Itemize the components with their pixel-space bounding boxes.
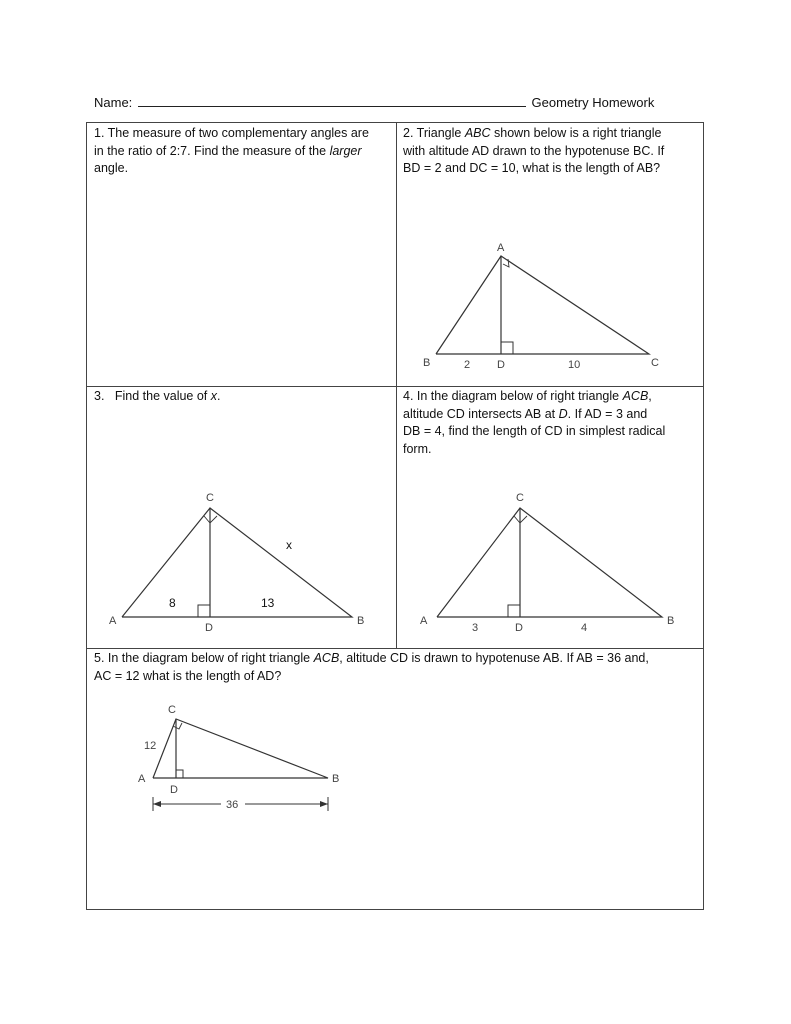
- vertex-label-a: A: [420, 615, 428, 627]
- problem-3-line-1: 3. Find the value of x.: [94, 389, 221, 403]
- problem-2: [403, 125, 699, 178]
- problem-4-line-3: DB = 4, find the length of CD in simplest radical: [403, 424, 666, 438]
- dimension-arrow-right: [320, 801, 328, 807]
- problem-5: [94, 650, 699, 685]
- right-angle-mark-d: [501, 342, 513, 354]
- vertex-label-b: B: [332, 773, 340, 785]
- problem-3: [94, 388, 394, 406]
- problem-1-line-3: angle.: [94, 161, 129, 175]
- vertex-label-b: B: [357, 615, 365, 627]
- problem-5-line-1: 5. In the diagram below of right triangle ACB, altitude CD is drawn to hypotenuse AB. If AB = 36 and,: [94, 651, 649, 665]
- vertex-label-a: A: [497, 242, 505, 254]
- vertex-label-a: A: [138, 773, 146, 785]
- dimension-arrow-left: [153, 801, 161, 807]
- vertex-label-c: C: [516, 492, 524, 504]
- problem-4-line-4: form.: [403, 441, 432, 456]
- problem-1-line-2: in the ratio of 2:7. Find the measure of the larger: [94, 143, 362, 158]
- segment-label-db: 4: [581, 622, 588, 634]
- grid-divider-horizontal-1: [87, 386, 703, 387]
- segment-label-dc: 10: [568, 359, 581, 371]
- right-angle-mark-d: [176, 770, 183, 778]
- right-angle-mark-d: [198, 605, 210, 617]
- vertex-label-d: D: [515, 622, 523, 634]
- vertex-label-c: C: [651, 357, 659, 369]
- vertex-label-d: D: [170, 784, 178, 796]
- vertex-label-c: C: [206, 492, 214, 504]
- problem-4-line-2: altitude CD intersects AB at D. If AD = 3 and: [403, 406, 648, 421]
- vertex-label-a: A: [109, 615, 117, 627]
- problem-4: [403, 388, 699, 458]
- segment-label-db: 13: [261, 596, 275, 610]
- problem-5-triangle-diagram: [135, 701, 355, 821]
- triangle-acb: [122, 508, 352, 617]
- problem-4-triangle-diagram: [417, 488, 687, 636]
- vertex-label-d: D: [205, 622, 213, 634]
- problem-2-line-3: BD = 2 and DC = 10, what is the length of AB?: [403, 161, 661, 175]
- grid-divider-vertical-mid: [396, 387, 397, 649]
- right-angle-mark-d: [508, 605, 520, 617]
- page-header: [94, 93, 654, 110]
- dimension-label-ab: 36: [226, 799, 239, 811]
- vertex-label-b: B: [667, 615, 675, 627]
- segment-label-ad: 3: [472, 622, 479, 634]
- grid-divider-vertical-top: [396, 123, 397, 387]
- problem-1-line-1: 1. The measure of two complementary angles are: [94, 126, 369, 140]
- side-label-ac: 12: [144, 740, 157, 752]
- vertex-label-d: D: [497, 359, 505, 371]
- problem-4-line-1: 4. In the diagram below of right triangle ACB,: [403, 389, 652, 403]
- triangle-acb: [437, 508, 662, 617]
- name-label: Name:: [94, 95, 133, 110]
- worksheet-title: Geometry Homework: [531, 95, 655, 110]
- problem-2-triangle-diagram: [417, 239, 657, 374]
- problem-grid: [86, 122, 704, 910]
- vertex-label-c: C: [168, 704, 176, 716]
- problem-2-line-1: 2. Triangle ABC shown below is a right triangle: [403, 126, 662, 140]
- grid-divider-horizontal-2: [87, 648, 703, 649]
- right-angle-mark-a: [503, 259, 509, 267]
- problem-3-triangle-diagram: [107, 488, 377, 636]
- problem-5-line-2: AC = 12 what is the length of AD?: [94, 668, 282, 683]
- side-label-x: x: [286, 538, 292, 552]
- name-blank-line[interactable]: [138, 93, 526, 107]
- vertex-label-b: B: [423, 357, 431, 369]
- problem-2-line-2: with altitude AD drawn to the hypotenuse BC. If: [403, 143, 665, 158]
- segment-label-ad: 8: [169, 596, 176, 610]
- problem-1: [94, 125, 394, 178]
- triangle-abc: [436, 256, 649, 354]
- segment-label-bd: 2: [464, 359, 471, 371]
